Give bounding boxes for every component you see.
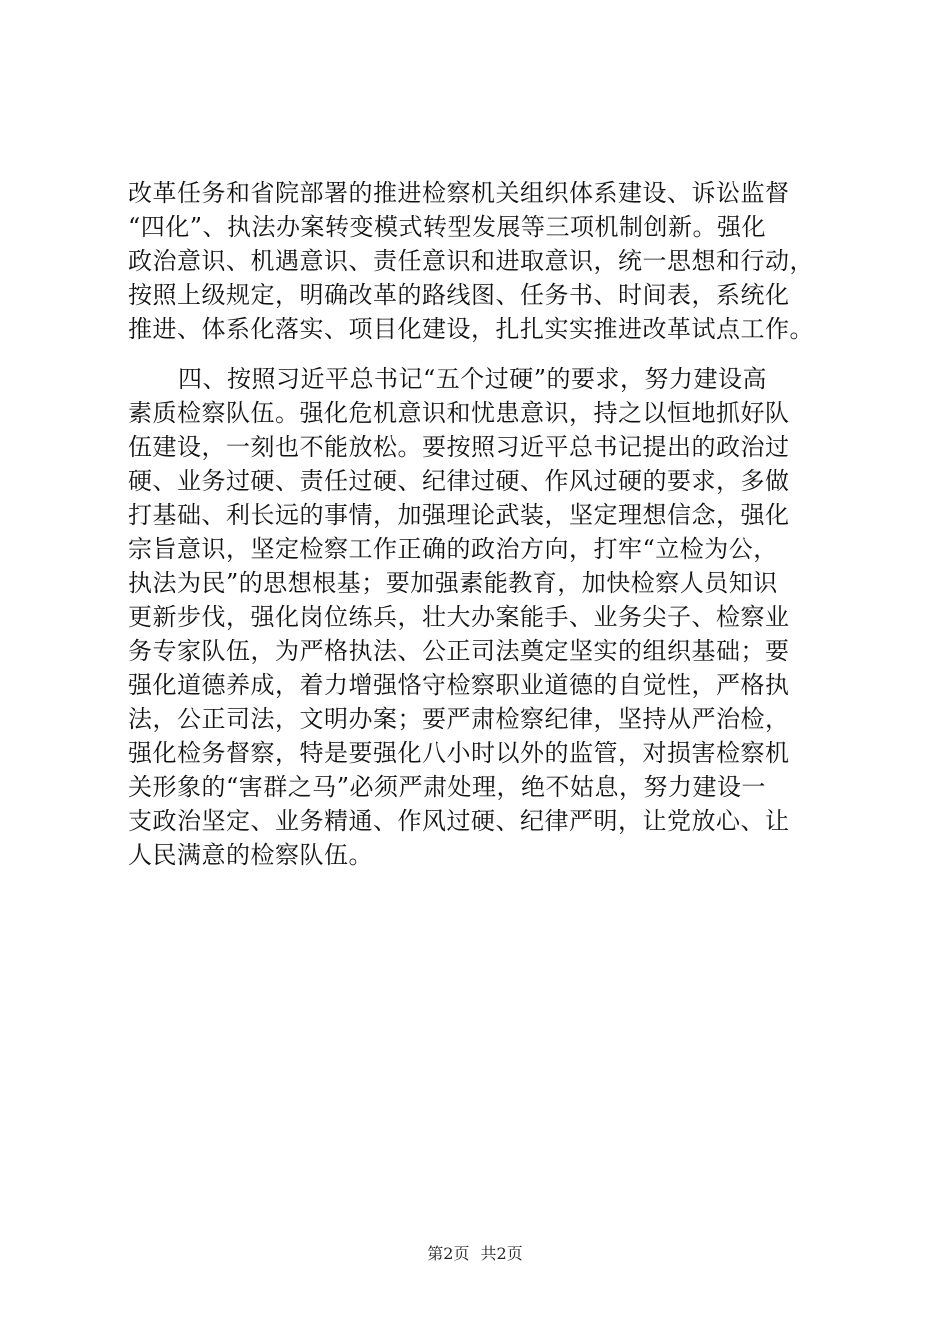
paragraph-line: 支政治坚定、业务精通、作风过硬、纪律严明，让党放心、让	[128, 807, 790, 835]
paragraph-line: 关形象的“害群之马”必须严肃处理，绝不姑息，努力建设一	[128, 773, 767, 801]
paragraph-line: 务专家队伍，为严格执法、公正司法奠定坚实的组织基础；要	[128, 637, 790, 665]
paragraph-line: 推进、体系化落实、项目化建设，扎扎实实推进改革试点工作。	[128, 315, 814, 343]
paragraph-line: 改革任务和省院部署的推进检察机关组织体系建设、诉讼监督	[128, 179, 790, 207]
paragraph-line: 人民满意的检察队伍。	[128, 841, 373, 869]
paragraph-line: 伍建设，一刻也不能放松。要按照习近平总书记提出的政治过	[128, 433, 790, 461]
paragraph-line: 强化检务督察，特是要强化八小时以外的监管，对损害检察机	[128, 739, 790, 767]
paragraph-line: “四化”、执法办案转变模式转型发展等三项机制创新。强化	[128, 213, 767, 241]
paragraph-line: 法，公正司法，文明办案；要严肃检察纪律，坚持从严治检，	[128, 705, 790, 733]
page-footer	[0, 1244, 950, 1264]
paragraph-line: 四、按照习近平总书记“五个过硬”的要求，努力建设高	[178, 365, 768, 393]
page-number: 第2页	[427, 1244, 470, 1263]
paragraph-line: 硬、业务过硬、责任过硬、纪律过硬、作风过硬的要求，多做	[128, 467, 790, 495]
paragraph-line: 按照上级规定，明确改革的路线图、任务书、时间表，系统化	[128, 281, 790, 309]
paragraph-line: 执法为民”的思想根基；要加强素能教育，加快检察人员知识	[128, 569, 778, 597]
paragraph-line: 素质检察队伍。强化危机意识和忧患意识，持之以恒地抓好队	[128, 399, 790, 427]
page-total: 共2页	[480, 1244, 523, 1263]
paragraph-line: 强化道德养成，着力增强恪守检察职业道德的自觉性，严格执	[128, 671, 790, 699]
paragraph-line: 更新步伐，强化岗位练兵，壮大办案能手、业务尖子、检察业	[128, 603, 790, 631]
paragraph-line: 政治意识、机遇意识、责任意识和进取意识，统一思想和行动，	[128, 247, 814, 275]
paragraph-line: 打基础、利长远的事情，加强理论武装，坚定理想信念，强化	[128, 501, 790, 529]
paragraph-line: 宗旨意识，坚定检察工作正确的政治方向，打牢“立检为公，	[128, 535, 778, 563]
